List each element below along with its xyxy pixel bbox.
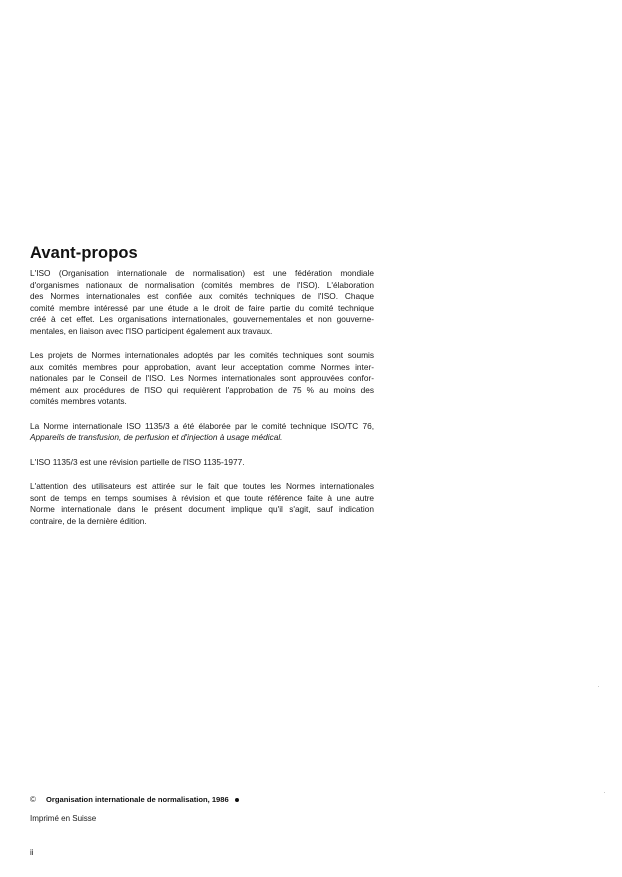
paragraph-3	[30, 421, 374, 444]
text-line: d'organismes nationaux de normalisation (comités membres de l'ISO). L'élaboration	[30, 279, 374, 290]
text-line: sont de temps en temps soumises à révision et que toute référence faite à une autre	[30, 492, 374, 503]
text-line: Les projets de Normes internationales adoptés par les comités techniques sont soumis	[30, 350, 374, 360]
text-line: nationales par le Conseil de l'ISO. Les Normes internationales sont approuvées confor-	[30, 373, 374, 383]
bullet-icon	[235, 798, 239, 802]
text-line: L'ISO (Organisation internationale de normalisation) est une fédération mondiale	[30, 268, 374, 278]
text-line: comités membres votants.	[30, 396, 127, 406]
foreword-body	[30, 268, 374, 540]
scan-speck	[604, 792, 605, 793]
page-title: Avant-propos	[30, 244, 138, 262]
text-line: L'ISO 1135/3 est une révision partielle de l'ISO 1135-1977.	[30, 456, 245, 467]
scan-speck	[598, 686, 599, 687]
committee-title: Appareils de transfusion, de perfusion et d'injection à usage médical.	[30, 432, 283, 442]
copyright-notice	[30, 795, 239, 804]
text-line: aux comités membres pour approbation, avant leur acceptation comme Normes inter-	[30, 361, 374, 372]
paragraph-5	[30, 481, 374, 527]
page-number: ii	[30, 848, 34, 857]
paragraph-4	[30, 457, 374, 469]
text-line: comité membre intéressé par une étude a le droit de faire partie du comité technique	[30, 302, 374, 313]
text-line: La Norme internationale ISO 1135/3 a été élaborée par le comité technique ISO/TC 76,	[30, 420, 374, 431]
text-line: Norme internationale dans le présent document implique qu'il s'agit, sauf indication	[30, 504, 374, 514]
text-line: contraire, de la dernière édition.	[30, 515, 147, 526]
copyright-icon: ©	[30, 795, 36, 804]
paragraph-2	[30, 350, 374, 408]
text-line: mément aux procédures de l'ISO qui requièrent l'approbation de 75 % au moins des	[30, 384, 374, 395]
paragraph-1	[30, 268, 374, 337]
text-line: L'attention des utilisateurs est attirée sur le fait que toutes les Normes internationales	[30, 481, 374, 491]
text-line: créé à cet effet. Les organisations internationales, gouvernementales et non gouverne-	[30, 314, 374, 324]
copyright-text: Organisation internationale de normalisation, 1986	[46, 795, 229, 804]
text-line: des Normes internationales est confiée aux comités techniques de l'ISO. Chaque	[30, 291, 374, 301]
printed-in: Imprimé en Suisse	[30, 814, 97, 823]
text-line: mentales, en liaison avec l'ISO participent également aux travaux.	[30, 325, 273, 336]
